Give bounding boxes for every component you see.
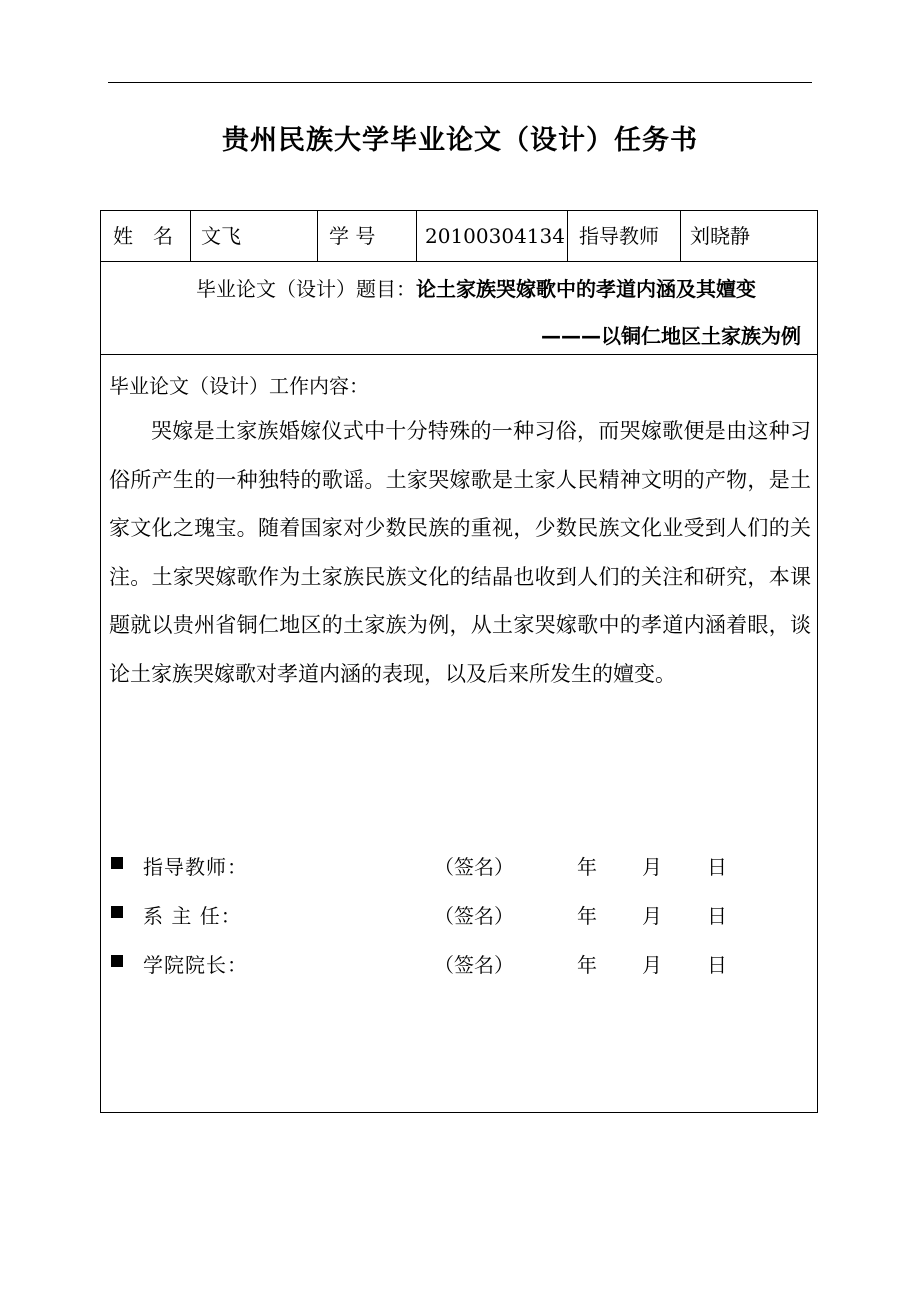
date-day: 日 — [707, 953, 727, 977]
name-value: 文飞 — [201, 224, 241, 248]
topic-label: 毕业论文（设计）题目： — [196, 277, 416, 301]
content-label: 毕业论文（设计）工作内容： — [109, 374, 369, 398]
info-row — [101, 211, 817, 262]
advisor-value: 刘晓静 — [690, 224, 750, 248]
date-month: 月 — [642, 953, 662, 977]
cell-divider — [317, 211, 318, 261]
signature-line-advisor — [109, 851, 809, 881]
date-month: 月 — [642, 855, 662, 879]
square-bullet-icon — [111, 955, 123, 967]
task-form — [100, 210, 818, 1113]
date-year: 年 — [577, 855, 597, 879]
name-label: 姓 名 — [113, 224, 173, 248]
topic-row — [101, 262, 817, 355]
cell-divider — [416, 211, 417, 261]
header-rule — [108, 82, 812, 83]
topic-subtitle: ———以铜仁地区土家族为例 — [541, 324, 801, 348]
signature-role: 指导教师： — [143, 855, 248, 879]
signature-role: 系 主 任： — [143, 904, 242, 928]
cell-divider — [680, 211, 681, 261]
date-year: 年 — [577, 904, 597, 928]
date-day: 日 — [707, 904, 727, 928]
signature-line-dean — [109, 949, 809, 979]
student-id-value: 20100304134 — [425, 224, 565, 248]
signature-field: （签名） — [434, 953, 514, 977]
cell-divider — [190, 211, 191, 261]
topic-line — [196, 273, 756, 302]
date-year: 年 — [577, 953, 597, 977]
student-id-label: 学 号 — [329, 224, 376, 248]
signature-role: 学院院长： — [143, 953, 248, 977]
cell-divider — [567, 211, 568, 261]
advisor-label: 指导教师 — [579, 224, 659, 248]
square-bullet-icon — [111, 857, 123, 869]
square-bullet-icon — [111, 906, 123, 918]
page-title: 贵州民族大学毕业论文（设计）任务书 — [222, 125, 698, 156]
content-body: 哭嫁是土家族婚嫁仪式中十分特殊的一种习俗，而哭嫁歌便是由这种习俗所产生的一种独特的歌谣。土家哭嫁歌是土家人民精神文明的产物，是土家文化之瑰宝。随着国家对少数民族的重视，少数民族文化业受到人们的关注。土家哭嫁歌作为土家族民族文化的结晶也收到人们的关注和研究，本课题就以贵州省铜仁地区的土家族为例，从土家哭嫁歌中的孝道内涵着眼，谈论土家族哭嫁歌对孝道内涵的表现，以及后来所发生的嬗变。 — [109, 419, 811, 686]
signature-line-department-head — [109, 900, 809, 930]
signature-field: （签名） — [434, 904, 514, 928]
signature-field: （签名） — [434, 855, 514, 879]
date-day: 日 — [707, 855, 727, 879]
date-month: 月 — [642, 904, 662, 928]
topic-title: 论土家族哭嫁歌中的孝道内涵及其嬗变 — [416, 277, 756, 301]
